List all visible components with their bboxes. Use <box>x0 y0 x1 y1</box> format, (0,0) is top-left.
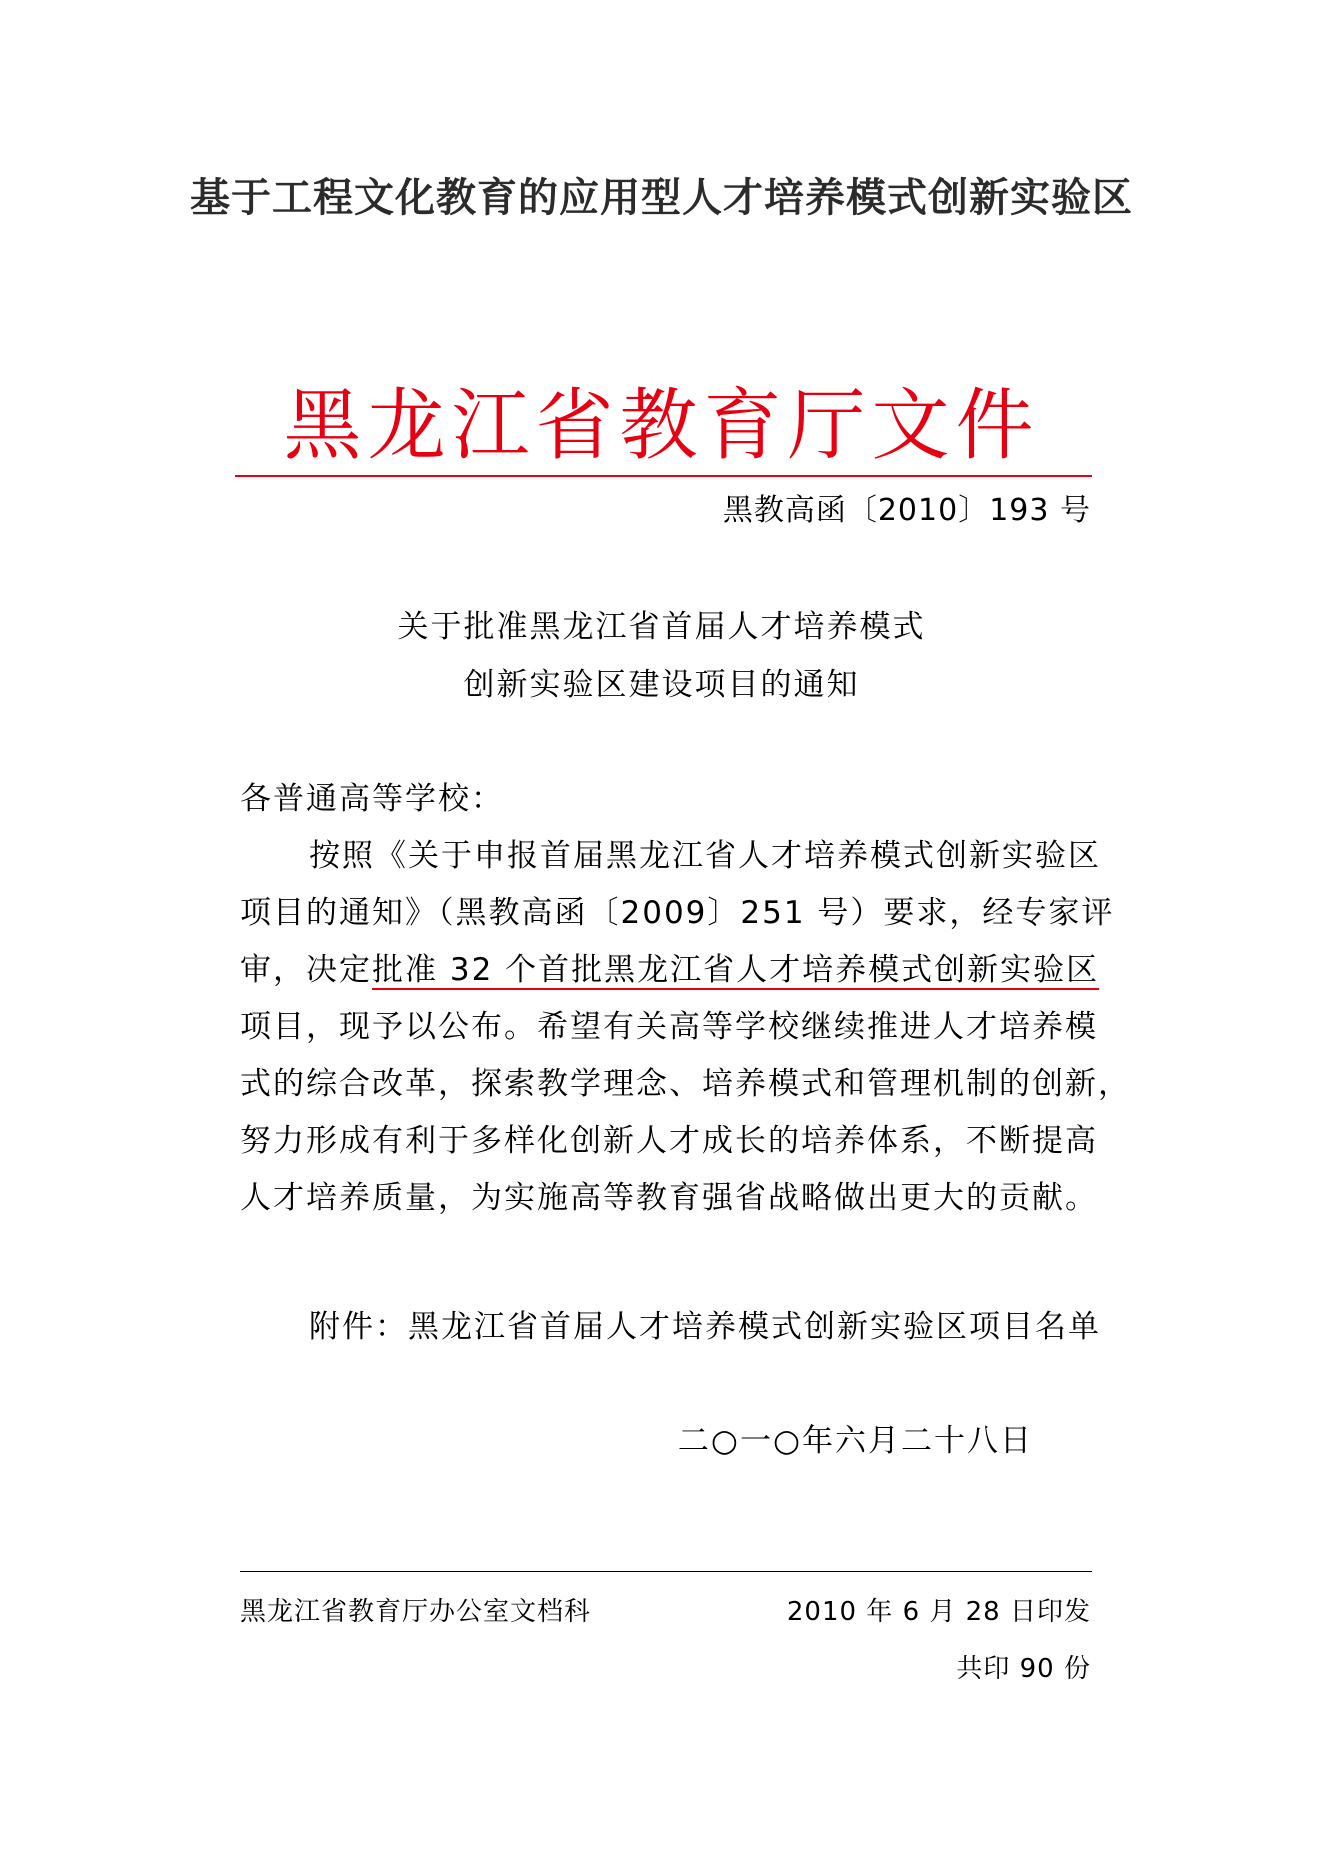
issuer-title: 黑龙江省教育厅文件 <box>283 381 1040 471</box>
body-line-6: 努力形成有利于多样化创新人才成长的培养体系，不断提高 <box>240 1123 1098 1159</box>
footer-office: 黑龙江省教育厅办公室文档科 <box>240 1597 592 1627</box>
footer-print-date: 2010 年 6 月 28 日印发 <box>786 1597 1091 1627</box>
salutation: 各普通高等学校： <box>240 781 504 817</box>
attachment-note: 附件：黑龙江省首届人才培养模式创新实验区项目名单 <box>309 1309 1101 1345</box>
signature-date: 二○一○年六月二十八日 <box>677 1423 1033 1459</box>
underlined-approval-text: 批准 32 个首批黑龙江省人才培养模式创新实验区 <box>372 952 1100 988</box>
subject-line-2: 创新实验区建设项目的通知 <box>463 667 860 703</box>
subject-line-1: 关于批准黑龙江省首届人才培养模式 <box>397 609 926 645</box>
document-number: 黑教高函〔2010〕193 号 <box>722 493 1091 528</box>
body-line-5: 式的综合改革，探索教学理念、培养模式和管理机制的创新， <box>240 1066 1131 1102</box>
body-line-3 <box>240 950 1099 990</box>
footer-divider <box>240 1571 1092 1572</box>
red-divider <box>235 475 1092 477</box>
body-line-4: 项目，现予以公布。希望有关高等学校继续推进人才培养模 <box>240 1009 1098 1045</box>
body-line-7: 人才培养质量，为实施高等教育强省战略做出更大的贡献。 <box>240 1180 1098 1216</box>
page-header-title: 基于工程文化教育的应用型人才培养模式创新实验区 <box>190 175 1133 221</box>
body-line-2: 项目的通知》（黑教高函〔2009〕251 号）要求，经专家评 <box>240 895 1115 931</box>
footer-copies: 共印 90 份 <box>956 1654 1091 1684</box>
body-line-3-start: 审，决定 <box>240 952 372 988</box>
body-line-1: 按照《关于申报首届黑龙江省人才培养模式创新实验区 <box>309 838 1101 874</box>
